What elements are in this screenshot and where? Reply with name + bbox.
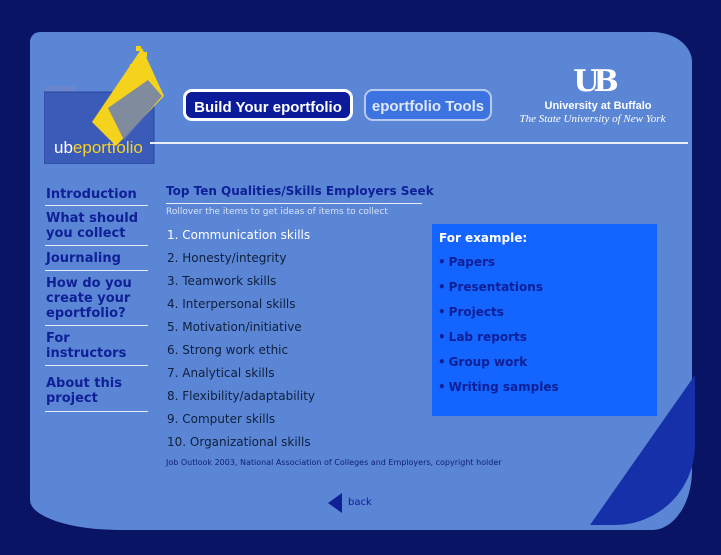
sidebar-item-how-do-you-create[interactable]: How do you create your eportfolio? [45, 271, 148, 326]
ubeportfolio-logo[interactable] [44, 44, 169, 164]
title-divider [166, 203, 422, 204]
skill-item[interactable]: 8. Flexibility/adaptability [167, 389, 316, 403]
instruction-text: Rollover the items to get ideas of items to collect [166, 207, 388, 217]
university-name: University at Buffalo [544, 100, 652, 112]
skill-item[interactable]: 1. Communication skills [167, 228, 311, 242]
header-divider [150, 142, 688, 144]
skill-item[interactable]: 2. Honesty/integrity [167, 251, 287, 265]
skill-item[interactable]: 4. Interpersonal skills [167, 297, 296, 311]
example-item: • Writing samples [438, 380, 559, 394]
sidebar-nav [45, 184, 148, 412]
example-item: • Papers [438, 255, 496, 269]
university-subtitle: The State University of New York [519, 113, 666, 125]
back-label: back [348, 497, 372, 508]
sidebar-item-introduction[interactable]: Introduction [45, 184, 148, 206]
sidebar-item-what-should-you-collect[interactable]: What should you collect [45, 206, 148, 246]
build-eportfolio-button[interactable]: Build Your eportfolio [183, 89, 353, 121]
ub-logo-mark[interactable]: UB [573, 64, 613, 99]
skill-item[interactable]: 10. Organizational skills [167, 435, 311, 449]
example-title: For example: [439, 231, 528, 245]
page-title: Top Ten Qualities/Skills Employers Seek [166, 184, 434, 198]
example-panel [432, 224, 657, 416]
example-item: • Lab reports [438, 330, 527, 344]
example-item: • Presentations [438, 280, 543, 294]
skill-item[interactable]: 6. Strong work ethic [167, 343, 289, 357]
logo-text: ubeportfolio [54, 138, 143, 157]
sidebar-item-journaling[interactable]: Journaling [45, 246, 148, 271]
example-item: • Projects [438, 305, 504, 319]
sidebar-item-for-instructors[interactable]: For instructors [45, 326, 148, 366]
back-arrow-icon [328, 493, 342, 513]
skill-item[interactable]: 3. Teamwork skills [167, 274, 277, 288]
skill-item[interactable]: 7. Analytical skills [167, 366, 275, 380]
example-item: • Group work [438, 355, 528, 369]
skill-item[interactable]: 9. Computer skills [167, 412, 276, 426]
sidebar-item-about-this-project[interactable]: About this project [45, 366, 148, 412]
skills-list [167, 226, 315, 456]
eportfolio-tools-button[interactable]: eportfolio Tools [364, 89, 492, 121]
example-list [438, 254, 559, 404]
source-citation: Job Outlook 2003, National Association of Colleges and Employers, copyright holder [166, 458, 502, 467]
skill-item[interactable]: 5. Motivation/initiative [167, 320, 302, 334]
